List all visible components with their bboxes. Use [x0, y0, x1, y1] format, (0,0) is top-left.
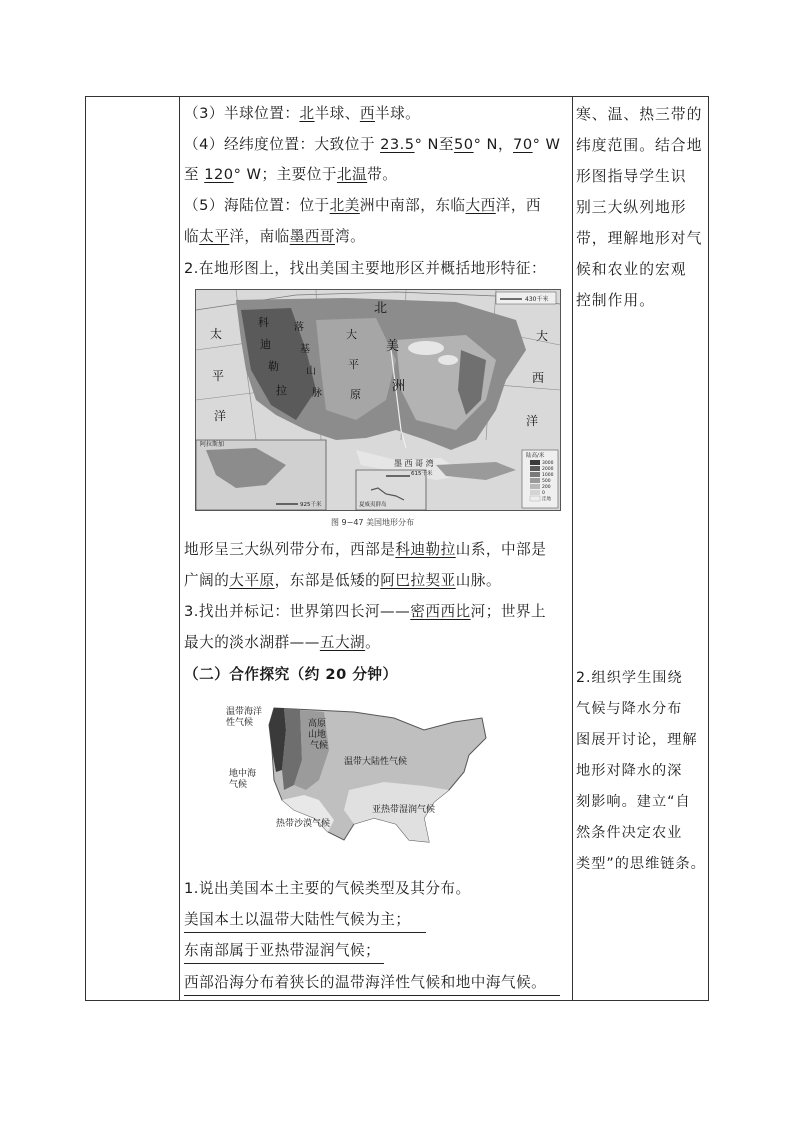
climate-label-marine: 温带海洋性气候 — [226, 707, 263, 728]
teaching-note-1: 寒、温、热三带的 纬度范围。结合地 形图指导学生识 别三大纵列地形 带，理解地形对气 候和农业的宏观 控制作用。 — [576, 106, 703, 309]
map-label: 脉 — [312, 388, 322, 399]
map-label: 大 — [536, 329, 549, 343]
climate-label-subtropical: 亚热带湿润气候 — [372, 805, 436, 815]
inset-hawaii-label: 夏威夷群岛 — [359, 502, 387, 508]
terrain-answer-2: 广阔的大平原，东部是低矮的阿巴拉契亚山脉。 — [184, 572, 502, 589]
cooperation-heading: （二）合作探究（约 20 分钟） — [184, 666, 398, 683]
map-label: 美 — [386, 339, 400, 354]
answer-underline — [184, 995, 560, 996]
latlon-line-2: 至 120° W；主要位于北温带。 — [184, 166, 398, 183]
sea-land-line-2: 临太平洋，南临墨西哥湾。 — [184, 228, 366, 245]
inset-alaska-label: 阿拉斯加 — [200, 441, 225, 448]
map-label: 墨 西 哥 湾 — [394, 459, 434, 468]
map-label: 拉 — [276, 384, 287, 397]
map-label: 洲 — [392, 379, 406, 394]
answer-underline — [184, 932, 426, 933]
map-label: 原 — [350, 388, 361, 401]
climate-question: 1.说出美国本土主要的气候类型及其分布。 — [184, 880, 471, 897]
map-label: 北 — [374, 301, 388, 316]
map-label: 迪 — [260, 338, 271, 351]
sea-land-line-1: （5）海陆位置：位于北美洲中南部，东临大西洋，西 — [184, 197, 542, 214]
terrain-map — [195, 289, 561, 511]
climate-answer-2: 东南部属于亚热带湿润气候； — [184, 942, 381, 959]
map-label: 太 — [210, 327, 223, 341]
climate-answer-1: 美国本土以温带大陆性气候为主； — [184, 911, 411, 928]
river-task: 3.找出并标记：世界第四长河——密西西比河；世界上 — [184, 603, 547, 620]
teaching-note-2: 2.组织学生围绕 气候与降水分布 图展开讨论，理解 地形对降水的深 刻影响。建立“自 然条件决定农业 类型”的思维链条。 — [576, 670, 706, 872]
map-label: 科 — [258, 316, 269, 329]
terrain-map-graphic — [196, 290, 560, 510]
terrain-task: 2.在地形图上，找出美国主要地形区并概括地形特征： — [184, 260, 547, 277]
legend-item: 0 — [542, 491, 545, 496]
map-label: 山 — [306, 366, 316, 377]
climate-label-mediterranean: 地中海气候 — [229, 769, 257, 790]
hemisphere-line: （3）半球位置：北半球、西半球。 — [184, 105, 421, 122]
legend-item: 1000 — [542, 473, 554, 478]
legend-item: 500 — [542, 479, 551, 484]
legend-item: 3000 — [542, 461, 554, 466]
climate-label-continental: 温带大陆性气候 — [344, 757, 408, 767]
climate-label-highland: 高原山地气候 — [308, 719, 329, 751]
terrain-answer-1: 地形呈三大纵列带分布，西部是科迪勒拉山系，中部是 — [184, 541, 547, 558]
map-label: 洋 — [214, 409, 227, 423]
legend-item: 2000 — [542, 467, 554, 472]
map-label: 大 — [346, 328, 357, 341]
climate-map — [224, 700, 494, 850]
legend-title: 陆高/米 — [526, 453, 545, 459]
scale-alaska: 925千米 — [300, 502, 322, 508]
map-label: 勒 — [268, 360, 279, 373]
map-label: 洋 — [526, 414, 539, 428]
column-divider-left — [179, 97, 180, 1000]
lesson-table — [85, 96, 709, 1001]
map-label: 落 — [294, 322, 304, 333]
map-label: 基 — [300, 344, 310, 355]
map-label: 平 — [212, 369, 225, 383]
legend-item: 200 — [542, 485, 551, 490]
climate-label-desert: 热带沙漠气候 — [276, 819, 331, 829]
map-caption: 图 9−47 美国地形分布 — [331, 518, 415, 527]
latlon-line-1: （4）经纬度位置：大致位于 23.5° N至50° N，70° W — [184, 136, 561, 153]
climate-answer-3: 西部沿海分布着狭长的温带海洋性气候和地中海气候。 — [184, 974, 547, 991]
legend-item: 洼地 — [542, 497, 551, 502]
answer-underline — [184, 963, 384, 964]
scale-hawaii: 615千米 — [411, 471, 433, 477]
lake-task: 最大的淡水湖群——五大湖。 — [184, 634, 381, 651]
column-divider-right — [572, 97, 573, 1000]
map-label: 西 — [532, 371, 545, 385]
scale-main: 430千米 — [525, 296, 549, 303]
map-label: 平 — [348, 358, 359, 371]
